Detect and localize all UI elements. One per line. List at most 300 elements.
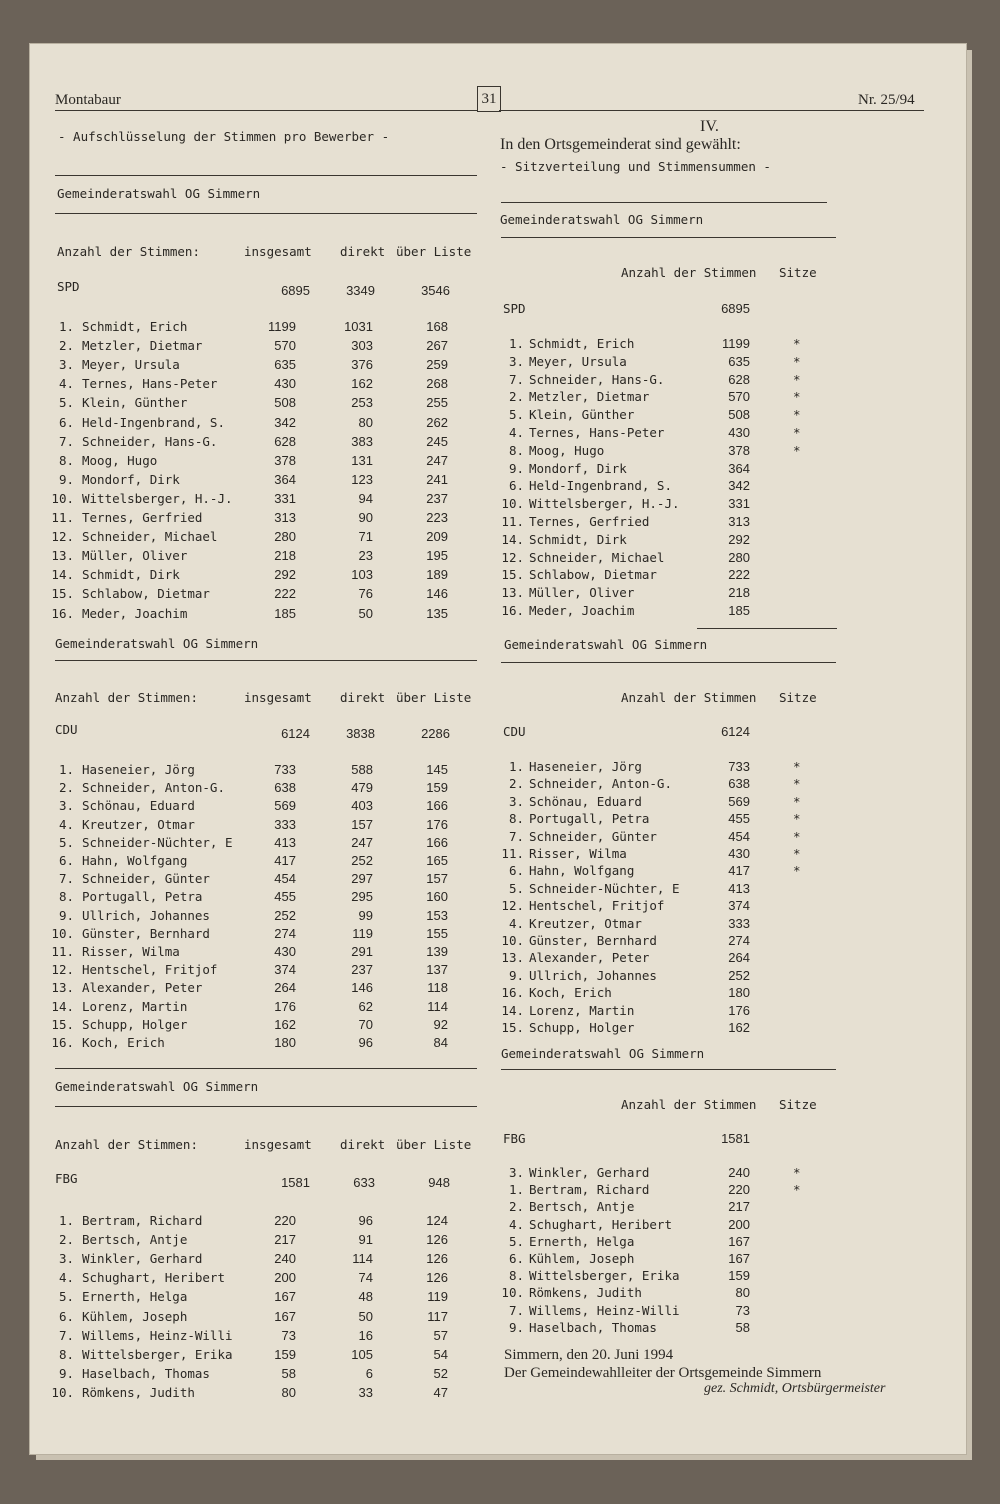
candidate-rank: 3. xyxy=(508,794,524,809)
candidate-name: Schlabow, Dietmar xyxy=(82,586,210,601)
candidate-rank: 1. xyxy=(508,759,524,774)
elected-row xyxy=(0,1020,900,1039)
candidate-rank: 14. xyxy=(501,1003,524,1018)
elected-row xyxy=(0,985,900,1004)
candidate-name: Held-Ingenbrand, S. xyxy=(82,415,225,430)
candidate-name: Koch, Erich xyxy=(82,1035,165,1050)
candidate-total: 313 xyxy=(274,510,296,525)
candidate-list: 118 xyxy=(427,980,448,995)
candidate-list: 139 xyxy=(426,944,448,959)
candidate-direct: 50 xyxy=(358,1309,373,1324)
party-name: CDU xyxy=(503,724,526,739)
section-title: Gemeinderatswahl OG Simmern xyxy=(55,1079,259,1094)
candidate-list: 54 xyxy=(433,1347,448,1362)
candidate-name: Ullrich, Johannes xyxy=(529,968,657,983)
party-total: 6895 xyxy=(281,283,310,298)
candidate-total: 508 xyxy=(274,395,296,410)
candidate-direct: 146 xyxy=(351,980,373,995)
elected-row xyxy=(0,811,900,830)
candidate-total: 252 xyxy=(274,908,296,923)
candidate-name: Schneider-Nüchter, E xyxy=(82,835,233,850)
candidate-direct: 94 xyxy=(358,491,373,506)
candidate-list: 153 xyxy=(426,908,448,923)
candidate-name: Metzler, Dietmar xyxy=(529,389,650,404)
candidate-name: Schupp, Holger xyxy=(82,1017,188,1032)
candidate-votes: 220 xyxy=(728,1182,750,1197)
elected-row xyxy=(0,354,900,373)
candidate-rank: 3. xyxy=(508,1165,524,1180)
candidate-total: 569 xyxy=(274,798,296,813)
candidate-votes: 185 xyxy=(728,603,750,618)
candidate-list: 189 xyxy=(426,567,448,582)
candidate-direct: 114 xyxy=(352,1251,373,1266)
candidate-name: Kühlem, Joseph xyxy=(529,1251,635,1266)
section-title: Gemeinderatswahl OG Simmern xyxy=(500,212,704,227)
section-title: Gemeinderatswahl OG Simmern xyxy=(501,1046,705,1061)
candidate-total: 292 xyxy=(274,567,296,582)
candidate-list: 126 xyxy=(426,1270,448,1285)
footer-authority: Der Gemeindewahlleiter der Ortsgemeinde Simmern xyxy=(504,1365,822,1381)
candidate-name: Haselbach, Thomas xyxy=(82,1366,210,1381)
candidate-total: 264 xyxy=(274,980,296,995)
party-direct: 633 xyxy=(353,1175,375,1190)
candidate-name: Ternes, Gerfried xyxy=(529,514,650,529)
candidate-name: Alexander, Peter xyxy=(82,980,203,995)
candidate-name: Winkler, Gerhard xyxy=(529,1165,650,1180)
elected-row xyxy=(0,1320,900,1339)
candidate-total: 80 xyxy=(281,1385,296,1400)
candidate-direct: 247 xyxy=(351,835,373,850)
section-rule xyxy=(55,213,477,214)
candidate-list: 52 xyxy=(433,1366,448,1381)
candidate-rank: 9. xyxy=(508,461,524,476)
candidate-rank: 2. xyxy=(58,338,74,353)
candidate-list: 259 xyxy=(426,357,448,372)
candidate-direct: 16 xyxy=(358,1328,373,1343)
candidate-direct: 383 xyxy=(351,434,373,449)
candidate-name: Bertsch, Antje xyxy=(82,1232,188,1247)
candidate-direct: 70 xyxy=(358,1017,373,1032)
candidate-rank: 8. xyxy=(508,443,524,458)
candidate-list: 124 xyxy=(426,1213,448,1228)
candidate-rank: 1. xyxy=(508,336,524,351)
candidate-rank: 6. xyxy=(508,863,524,878)
candidate-rank: 10. xyxy=(51,1385,74,1400)
candidate-direct: 295 xyxy=(351,889,373,904)
candidate-name: Haselbach, Thomas xyxy=(529,1320,657,1335)
candidate-name: Kreutzer, Otmar xyxy=(82,817,195,832)
candidate-list: 176 xyxy=(426,817,448,832)
elected-row xyxy=(0,514,900,533)
elected-row xyxy=(0,585,900,604)
candidate-direct: 6 xyxy=(365,1366,373,1381)
section-rule xyxy=(55,660,477,661)
candidate-name: Schneider-Nüchter, E xyxy=(529,881,680,896)
candidate-name: Günster, Bernhard xyxy=(82,926,210,941)
column-header-direct: direkt xyxy=(340,1137,386,1152)
candidate-direct: 252 xyxy=(351,853,373,868)
candidate-name: Hentschel, Fritjof xyxy=(529,898,665,913)
party-list: 3546 xyxy=(421,283,450,298)
seat-marker: * xyxy=(793,1182,801,1197)
candidate-direct: 253 xyxy=(351,395,373,410)
candidate-name: Schneider, Anton-G. xyxy=(529,776,672,791)
candidate-name: Schlabow, Dietmar xyxy=(529,567,657,582)
candidate-name: Schughart, Heribert xyxy=(82,1270,225,1285)
candidate-votes: 274 xyxy=(728,933,750,948)
candidate-name: Haseneier, Jörg xyxy=(82,762,195,777)
candidate-name: Risser, Wilma xyxy=(529,846,627,861)
candidate-name: Kühlem, Joseph xyxy=(82,1309,188,1324)
candidate-name: Ernerth, Helga xyxy=(529,1234,635,1249)
candidate-rank: 5. xyxy=(508,881,524,896)
candidate-total: 180 xyxy=(274,1035,296,1050)
candidate-name: Meyer, Ursula xyxy=(529,354,627,369)
candidate-name: Müller, Oliver xyxy=(529,585,635,600)
candidate-rank: 14. xyxy=(501,532,524,547)
candidate-rank: 3. xyxy=(58,798,74,813)
candidate-name: Hentschel, Fritjof xyxy=(82,962,218,977)
candidate-rank: 2. xyxy=(58,1232,74,1247)
candidate-name: Bertram, Richard xyxy=(529,1182,650,1197)
candidate-votes: 264 xyxy=(728,950,750,965)
elected-row xyxy=(0,336,900,355)
elected-row xyxy=(0,776,900,795)
candidate-direct: 103 xyxy=(351,567,373,582)
candidate-list: 247 xyxy=(426,453,448,468)
candidate-rank: 5. xyxy=(508,407,524,422)
header-rule-right xyxy=(499,110,924,111)
candidate-votes: 252 xyxy=(728,968,750,983)
candidate-total: 413 xyxy=(274,835,296,850)
party-total: 6124 xyxy=(281,726,310,741)
candidate-name: Wittelsberger, H.-J. xyxy=(529,496,680,511)
candidate-rank: 1. xyxy=(508,1182,524,1197)
candidate-name: Hahn, Wolfgang xyxy=(82,853,188,868)
candidate-direct: 376 xyxy=(351,357,373,372)
candidate-total: 222 xyxy=(274,586,296,601)
seat-marker: * xyxy=(793,443,801,458)
candidate-name: Klein, Günther xyxy=(82,395,188,410)
candidate-votes: 167 xyxy=(728,1234,750,1249)
elected-row xyxy=(0,863,900,882)
candidate-name: Kreutzer, Otmar xyxy=(529,916,642,931)
candidate-votes: 455 xyxy=(728,811,750,826)
candidate-rank: 6. xyxy=(508,1251,524,1266)
party-direct: 3349 xyxy=(346,283,375,298)
section-rule xyxy=(55,175,477,176)
candidate-name: Schmidt, Erich xyxy=(529,336,635,351)
column-header-seats: Sitze xyxy=(779,690,817,705)
candidate-direct: 1031 xyxy=(344,319,373,334)
candidate-rank: 11. xyxy=(51,944,74,959)
candidate-list: 160 xyxy=(426,889,448,904)
candidate-name: Ullrich, Johannes xyxy=(82,908,210,923)
candidate-votes: 430 xyxy=(728,425,750,440)
seat-marker: * xyxy=(793,372,801,387)
candidate-rank: 12. xyxy=(501,898,524,913)
column-header-direct: direkt xyxy=(340,244,386,259)
candidate-direct: 33 xyxy=(358,1385,373,1400)
candidate-rank: 2. xyxy=(508,389,524,404)
candidate-rank: 4. xyxy=(508,1217,524,1232)
candidate-votes: 159 xyxy=(728,1268,750,1283)
candidate-name: Ternes, Gerfried xyxy=(82,510,203,525)
column-header-votes: Anzahl der Stimmen xyxy=(621,265,757,280)
candidate-list: 126 xyxy=(426,1251,448,1266)
candidate-rank: 10. xyxy=(51,926,74,941)
candidate-name: Müller, Oliver xyxy=(82,548,188,563)
candidate-list: 267 xyxy=(426,338,448,353)
candidate-name: Wittelsberger, H.-J. xyxy=(82,491,233,506)
candidate-name: Schneider, Hans-G. xyxy=(529,372,665,387)
candidate-votes: 378 xyxy=(728,443,750,458)
candidate-name: Günster, Bernhard xyxy=(529,933,657,948)
candidate-row xyxy=(0,1385,480,1404)
section-rule xyxy=(501,202,827,203)
candidate-direct: 76 xyxy=(358,586,373,601)
right-heading: In den Ortsgemeinderat sind gewählt: xyxy=(500,136,741,153)
candidate-votes: 240 xyxy=(728,1165,750,1180)
candidate-name: Hahn, Wolfgang xyxy=(529,863,635,878)
candidate-name: Wittelsberger, Erika xyxy=(529,1268,680,1283)
candidate-votes: 1199 xyxy=(722,336,750,351)
candidate-name: Schmidt, Dirk xyxy=(82,567,180,582)
candidate-name: Winkler, Gerhard xyxy=(82,1251,203,1266)
elected-row xyxy=(0,425,900,444)
column-header-direct: direkt xyxy=(340,690,386,705)
candidate-rank: 13. xyxy=(501,585,524,600)
candidate-votes: 628 xyxy=(728,372,750,387)
candidate-direct: 119 xyxy=(352,926,373,941)
candidate-rank: 8. xyxy=(58,889,74,904)
candidate-votes: 454 xyxy=(728,829,750,844)
elected-row xyxy=(0,496,900,515)
left-subtitle: - Aufschlüsselung der Stimmen pro Bewerber - xyxy=(58,129,390,144)
candidate-total: 1199 xyxy=(268,319,296,334)
candidate-direct: 588 xyxy=(351,762,373,777)
candidate-name: Schneider, Hans-G. xyxy=(82,434,218,449)
candidate-votes: 342 xyxy=(728,478,750,493)
candidate-list: 146 xyxy=(426,586,448,601)
candidate-votes: 417 xyxy=(728,863,750,878)
candidate-votes: 280 xyxy=(728,550,750,565)
candidate-votes: 313 xyxy=(728,514,750,529)
candidate-row xyxy=(0,1347,480,1366)
candidate-rank: 16. xyxy=(501,603,524,618)
column-header-total: insgesamt xyxy=(244,1137,312,1152)
candidate-total: 220 xyxy=(274,1213,296,1228)
candidate-rank: 15. xyxy=(51,1017,74,1032)
candidate-direct: 131 xyxy=(351,453,373,468)
candidate-name: Schneider, Michael xyxy=(529,550,665,565)
party-name: CDU xyxy=(55,722,78,737)
party-total: 1581 xyxy=(721,1131,750,1146)
column-header-votes: Anzahl der Stimmen xyxy=(621,690,757,705)
party-name: FBG xyxy=(503,1131,526,1146)
candidate-rank: 10. xyxy=(501,496,524,511)
candidate-list: 114 xyxy=(427,999,448,1014)
candidate-votes: 570 xyxy=(728,389,750,404)
candidate-total: 417 xyxy=(274,853,296,868)
candidate-direct: 62 xyxy=(358,999,373,1014)
candidate-list: 166 xyxy=(426,835,448,850)
candidate-rank: 13. xyxy=(51,548,74,563)
elected-row xyxy=(0,1199,900,1218)
candidate-rank: 5. xyxy=(508,1234,524,1249)
candidate-row xyxy=(0,1366,480,1385)
candidate-list: 241 xyxy=(426,472,448,487)
candidate-name: Lorenz, Martin xyxy=(82,999,188,1014)
candidate-rank: 3. xyxy=(58,1251,74,1266)
candidate-rank: 7. xyxy=(58,434,74,449)
candidate-direct: 80 xyxy=(358,415,373,430)
candidate-list: 126 xyxy=(426,1232,448,1247)
candidate-total: 176 xyxy=(274,999,296,1014)
footer-signature: gez. Schmidt, Ortsbürgermeister xyxy=(704,1381,886,1396)
column-header-list: über Liste xyxy=(396,244,472,259)
candidate-list: 137 xyxy=(426,962,448,977)
candidate-rank: 10. xyxy=(501,933,524,948)
candidate-total: 162 xyxy=(274,1017,296,1032)
candidate-direct: 96 xyxy=(358,1035,373,1050)
candidate-name: Meder, Joachim xyxy=(82,606,188,621)
candidate-list: 84 xyxy=(433,1035,448,1050)
section-rule xyxy=(501,237,836,238)
candidate-list: 268 xyxy=(426,376,448,391)
candidate-rank: 6. xyxy=(58,415,74,430)
elected-row xyxy=(0,1285,900,1304)
candidate-total: 635 xyxy=(274,357,296,372)
party-list: 948 xyxy=(428,1175,450,1190)
candidate-total: 333 xyxy=(274,817,296,832)
candidate-name: Klein, Günther xyxy=(529,407,635,422)
candidate-name: Schupp, Holger xyxy=(529,1020,635,1035)
candidate-list: 117 xyxy=(427,1309,448,1324)
candidate-rank: 5. xyxy=(58,1289,74,1304)
candidate-rank: 6. xyxy=(58,1309,74,1324)
candidate-name: Schughart, Heribert xyxy=(529,1217,672,1232)
column-header-total: insgesamt xyxy=(244,690,312,705)
candidate-rank: 9. xyxy=(58,1366,74,1381)
candidate-list: 168 xyxy=(426,319,448,334)
candidate-total: 167 xyxy=(274,1289,296,1304)
candidate-rank: 10. xyxy=(51,491,74,506)
candidate-direct: 91 xyxy=(358,1232,373,1247)
candidate-list: 262 xyxy=(426,415,448,430)
candidate-votes: 430 xyxy=(728,846,750,861)
candidate-rank: 4. xyxy=(58,376,74,391)
candidate-votes: 333 xyxy=(728,916,750,931)
seat-marker: * xyxy=(793,389,801,404)
candidate-votes: 413 xyxy=(728,881,750,896)
candidate-direct: 403 xyxy=(351,798,373,813)
candidate-name: Schneider, Anton-G. xyxy=(82,780,225,795)
candidate-list: 255 xyxy=(426,395,448,410)
candidate-votes: 200 xyxy=(728,1217,750,1232)
section-rule xyxy=(697,628,837,629)
candidate-list: 155 xyxy=(426,926,448,941)
candidate-direct: 50 xyxy=(358,606,373,621)
seat-marker: * xyxy=(793,425,801,440)
party-total: 1581 xyxy=(281,1175,310,1190)
candidate-rank: 11. xyxy=(501,514,524,529)
candidate-rank: 5. xyxy=(58,835,74,850)
candidate-votes: 292 xyxy=(728,532,750,547)
candidate-list: 223 xyxy=(426,510,448,525)
page-number: 31 xyxy=(477,86,501,112)
header-issue: Nr. 25/94 xyxy=(858,92,915,108)
candidate-name: Held-Ingenbrand, S. xyxy=(529,478,672,493)
candidate-rank: 6. xyxy=(58,853,74,868)
candidate-votes: 73 xyxy=(735,1303,750,1318)
section-rule xyxy=(55,1068,477,1069)
candidate-direct: 99 xyxy=(358,908,373,923)
candidate-total: 628 xyxy=(274,434,296,449)
candidate-rank: 9. xyxy=(58,908,74,923)
candidate-rank: 15. xyxy=(51,586,74,601)
candidate-list: 57 xyxy=(433,1328,448,1343)
candidate-total: 73 xyxy=(281,1328,296,1343)
seat-marker: * xyxy=(793,1165,801,1180)
candidate-list: 119 xyxy=(427,1289,448,1304)
party-name: FBG xyxy=(55,1171,78,1186)
candidate-total: 159 xyxy=(274,1347,296,1362)
candidate-name: Lorenz, Martin xyxy=(529,1003,635,1018)
candidate-name: Koch, Erich xyxy=(529,985,612,1000)
candidate-votes: 733 xyxy=(728,759,750,774)
candidate-total: 454 xyxy=(274,871,296,886)
candidate-name: Schmidt, Erich xyxy=(82,319,188,334)
candidate-total: 274 xyxy=(274,926,296,941)
candidate-rank: 7. xyxy=(508,829,524,844)
candidate-name: Wittelsberger, Erika xyxy=(82,1347,233,1362)
candidate-list: 92 xyxy=(433,1017,448,1032)
candidate-rank: 10. xyxy=(501,1285,524,1300)
candidate-total: 430 xyxy=(274,376,296,391)
candidate-rank: 16. xyxy=(51,1035,74,1050)
candidate-rank: 7. xyxy=(58,871,74,886)
candidate-list: 135 xyxy=(426,606,448,621)
candidate-rank: 2. xyxy=(508,1199,524,1214)
candidate-total: 570 xyxy=(274,338,296,353)
candidate-name: Alexander, Peter xyxy=(529,950,650,965)
right-subtitle: - Sitzverteilung und Stimmensummen - xyxy=(500,159,771,174)
candidate-name: Schneider, Michael xyxy=(82,529,218,544)
candidate-rank: 1. xyxy=(58,762,74,777)
candidate-rank: 3. xyxy=(508,354,524,369)
seat-marker: * xyxy=(793,794,801,809)
section-rule xyxy=(501,662,836,663)
candidate-name: Willems, Heinz-Willi xyxy=(82,1328,233,1343)
candidate-name: Moog, Hugo xyxy=(529,443,605,458)
candidate-total: 185 xyxy=(274,606,296,621)
seat-marker: * xyxy=(793,829,801,844)
candidate-rank: 9. xyxy=(58,472,74,487)
candidate-name: Metzler, Dietmar xyxy=(82,338,203,353)
candidate-total: 430 xyxy=(274,944,296,959)
candidate-direct: 96 xyxy=(358,1213,373,1228)
candidate-rank: 4. xyxy=(58,817,74,832)
column-header-seats: Sitze xyxy=(779,1097,817,1112)
candidate-direct: 90 xyxy=(358,510,373,525)
candidate-rank: 4. xyxy=(58,1270,74,1285)
candidate-total: 280 xyxy=(274,529,296,544)
party-list: 2286 xyxy=(421,726,450,741)
candidate-name: Portugall, Petra xyxy=(529,811,650,826)
elected-row xyxy=(0,567,900,586)
elected-row xyxy=(0,603,900,622)
